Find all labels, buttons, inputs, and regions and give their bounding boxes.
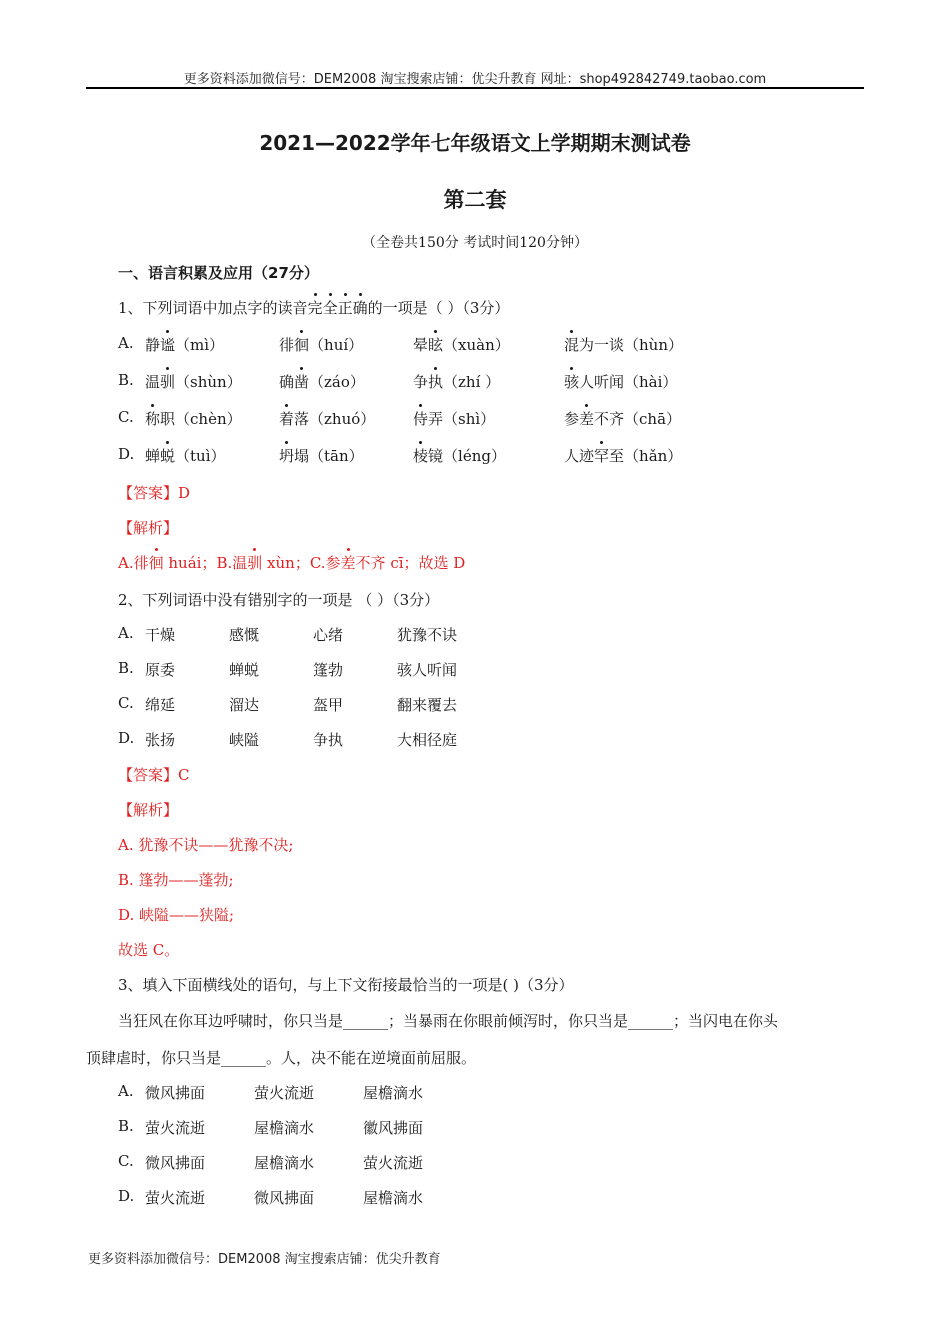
option-word: 盔甲 <box>313 696 344 714</box>
option-letter: B. <box>118 1117 134 1135</box>
option-term: 着落（zhuó） <box>279 410 376 428</box>
dotted-char: 完 <box>307 299 323 317</box>
option-term: 棱镜（léng） <box>413 447 506 465</box>
option-word: 峡隘 <box>229 731 260 749</box>
page-footer: 更多资料添加微信号：DEM2008 淘宝搜索店铺：优尖升教育 <box>88 1252 441 1267</box>
option-word: 翻来覆去 <box>397 696 458 714</box>
q1-stem-dotted <box>308 299 368 317</box>
option-phrase: 屋檐滴水 <box>254 1119 315 1137</box>
q1-answer: 【答案】D <box>118 484 191 502</box>
option-letter: C. <box>118 1152 134 1170</box>
option-letter: D. <box>118 729 135 747</box>
option-term: 参差不齐（chā） <box>564 410 682 428</box>
section-heading: 一、语言积累及应用（27分） <box>118 264 319 282</box>
q1-stem <box>118 297 509 318</box>
q2-analysis-line: 故选 C。 <box>118 941 180 959</box>
option-phrase: 微风拂面 <box>254 1189 315 1207</box>
option-term: 人迹罕至（hǎn） <box>564 447 683 465</box>
option-letter: C. <box>118 408 134 426</box>
option-word: 原委 <box>145 661 176 679</box>
q2-answer: 【答案】C <box>118 766 190 784</box>
option-term: 争执（zhí ） <box>413 373 501 391</box>
q1-stem-pre: 1、下列词语中加点字的读音 <box>118 299 308 317</box>
q1-stem-post: 的一项是（ ）（3分） <box>367 299 510 317</box>
option-letter: A. <box>118 1082 134 1100</box>
option-word: 感慨 <box>229 626 260 644</box>
option-word: 篷勃 <box>313 661 344 679</box>
option-term: 称职（chèn） <box>145 410 242 428</box>
q1-analysis: A.徘徊 huái；B.温驯 xùn；C.参差不齐 cī；故选 D <box>118 554 466 572</box>
option-phrase: 微风拂面 <box>145 1154 206 1172</box>
option-letter: A. <box>118 334 134 352</box>
exam-title: 2021—2022学年七年级语文上学期期末测试卷 <box>259 131 691 155</box>
option-letter: D. <box>118 1187 135 1205</box>
q3-stem: 3、填入下面横线处的语句，与上下文衔接最恰当的一项是( )（3分） <box>118 976 574 994</box>
option-phrase: 萤火流逝 <box>145 1189 206 1207</box>
option-word: 大相径庭 <box>397 731 458 749</box>
exam-note: （全卷共150分 考试时间120分钟） <box>362 235 588 251</box>
option-phrase: 萤火流逝 <box>145 1119 206 1137</box>
dotted-char: 确 <box>352 299 368 317</box>
option-term: 侍弄（shì） <box>413 410 496 428</box>
option-term: 混为一谈（hùn） <box>564 336 683 354</box>
option-phrase: 萤火流逝 <box>254 1084 315 1102</box>
q3-passage-line1: 当狂风在你耳边呼啸时，你只当是______；当暴雨在你眼前倾泻时，你只当是______；当闪电在你头 <box>118 1012 779 1030</box>
option-term: 坍塌（tān） <box>279 447 364 465</box>
option-term: 确凿（záo） <box>279 373 365 391</box>
option-term: 静谧（mì） <box>145 336 225 354</box>
page-header: 更多资料添加微信号：DEM2008 淘宝搜索店铺：优尖升教育 网址：shop492842749.taobao.com <box>183 72 767 87</box>
option-term: 徘徊（huí） <box>279 336 364 354</box>
option-phrase: 屋檐滴水 <box>363 1084 424 1102</box>
option-letter: D. <box>118 445 135 463</box>
option-term: 蝉蜕（tuì） <box>145 447 226 465</box>
option-term: 温驯（shùn） <box>145 373 242 391</box>
option-word: 骇人听闻 <box>397 661 458 679</box>
option-term: 晕眩（xuàn） <box>413 336 510 354</box>
option-letter: C. <box>118 694 134 712</box>
option-word: 心绪 <box>313 626 344 644</box>
q1-analysis-label: 【解析】 <box>118 519 179 537</box>
option-word: 争执 <box>313 731 344 749</box>
option-term: 骇人听闻（hài） <box>564 373 678 391</box>
option-phrase: 微风拂面 <box>145 1084 206 1102</box>
q2-analysis-line: A. 犹豫不诀——犹豫不决; <box>118 836 294 854</box>
q2-analysis-label: 【解析】 <box>118 801 179 819</box>
q2-analysis-line: D. 峡隘——狭隘; <box>118 906 235 924</box>
option-word: 溜达 <box>229 696 260 714</box>
option-letter: A. <box>118 624 134 642</box>
option-letter: B. <box>118 659 134 677</box>
option-word: 绵延 <box>145 696 176 714</box>
option-letter: B. <box>118 371 134 389</box>
option-phrase: 徽风拂面 <box>363 1119 424 1137</box>
q2-analysis-line: B. 篷勃——蓬勃; <box>118 871 234 889</box>
dotted-char: 全 <box>322 299 338 317</box>
option-word: 干燥 <box>145 626 176 644</box>
q3-passage-line2: 顶肆虐时，你只当是______。人，决不能在逆境面前屈服。 <box>86 1049 477 1067</box>
option-phrase: 萤火流逝 <box>363 1154 424 1172</box>
exam-subtitle: 第二套 <box>443 188 507 212</box>
option-phrase: 屋檐滴水 <box>363 1189 424 1207</box>
header-divider <box>86 87 864 89</box>
option-word: 张扬 <box>145 731 176 749</box>
option-word: 蝉蜕 <box>229 661 260 679</box>
q2-stem: 2、下列词语中没有错别字的一项是 （ ）（3分） <box>118 591 440 609</box>
option-word: 犹豫不诀 <box>397 626 458 644</box>
dotted-char: 正 <box>337 299 353 317</box>
option-phrase: 屋檐滴水 <box>254 1154 315 1172</box>
